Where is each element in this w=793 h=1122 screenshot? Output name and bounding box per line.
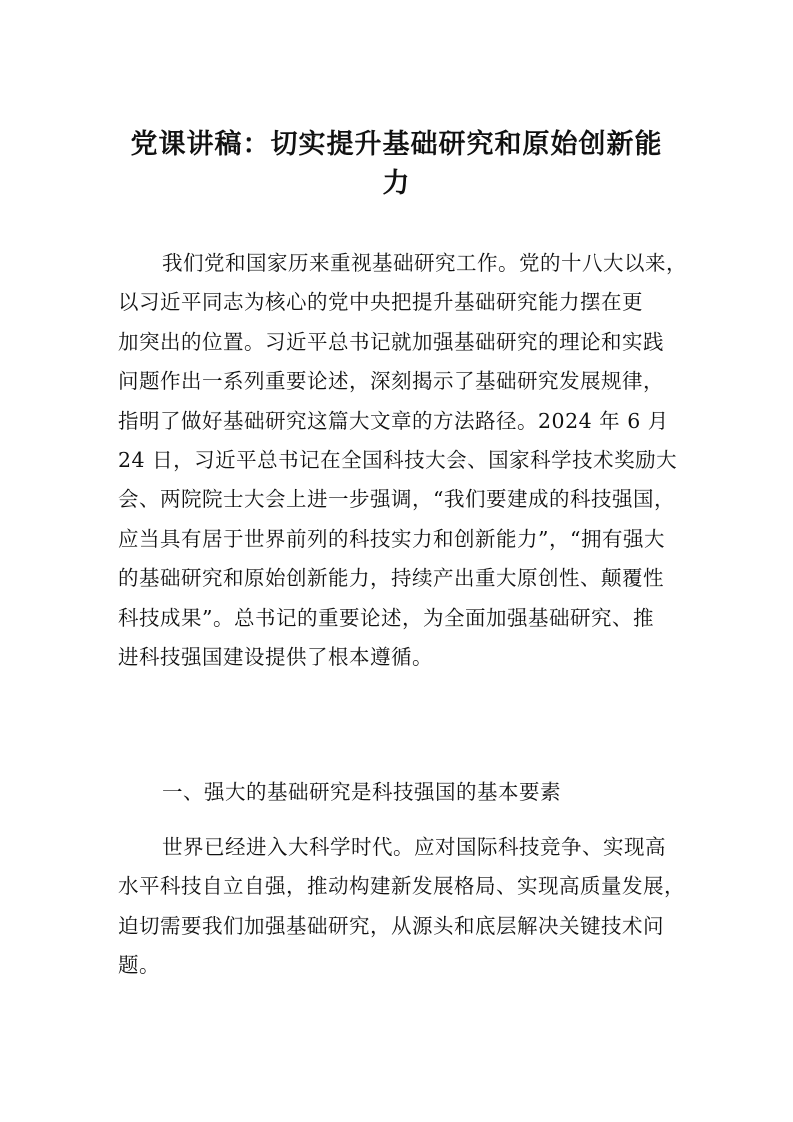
title-line: 党课讲稿：切实提升基础研究和原始创新能 [130, 129, 663, 160]
paragraph-line: 水平科技自立自强，推动构建新发展格局、实现高质量发展， [118, 874, 685, 899]
section-heading [118, 773, 684, 812]
title-line: 力 [382, 168, 411, 200]
paragraph-section-1 [118, 828, 684, 986]
paragraph-line: 世界已经进入大科学时代。应对国际科技竞争、实现高 [162, 835, 666, 859]
paragraph-line: 应当具有居于世界前列的科技实力和创新能力”，“拥有强大 [118, 526, 665, 551]
paragraph-line: 的基础研究和原始创新能力，持续产出重大原创性、颠覆性 [118, 566, 664, 591]
paragraph-line: 会、两院院士大会上进一步强调，“我们要建成的科技强国， [118, 487, 675, 512]
paragraph-line: 指明了做好基础研究这篇大文章的方法路径。2024 年 6 月 [118, 408, 669, 433]
paragraph-line: 迫切需要我们加强基础研究，从源头和底层解决关键技术问 [118, 913, 664, 938]
section-heading-text: 一、强大的基础研究是科技强国的基本要素 [162, 780, 561, 804]
paragraph-line: 加突出的位置。习近平总书记就加强基础研究的理论和实践 [118, 329, 664, 354]
paragraph-line: 24 日，习近平总书记在全国科技大会、国家科学技术奖励大 [118, 447, 678, 472]
paragraph-line: 问题作出一系列重要论述，深刻揭示了基础研究发展规律， [118, 369, 664, 394]
paragraph-line: 以习近平同志为核心的党中央把提升基础研究能力摆在更 [118, 290, 643, 315]
paragraph-line: 题。 [118, 953, 160, 978]
paragraph-line: 我们党和国家历来重视基础研究工作。党的十八大以来， [162, 251, 687, 275]
paragraph-line: 进科技强国建设提供了根本遵循。 [118, 644, 433, 669]
paragraph-line: 科技成果”。总书记的重要论述，为全面加强基础研究、推 [118, 605, 654, 630]
paragraph-intro [118, 244, 687, 677]
document-title [110, 122, 683, 201]
